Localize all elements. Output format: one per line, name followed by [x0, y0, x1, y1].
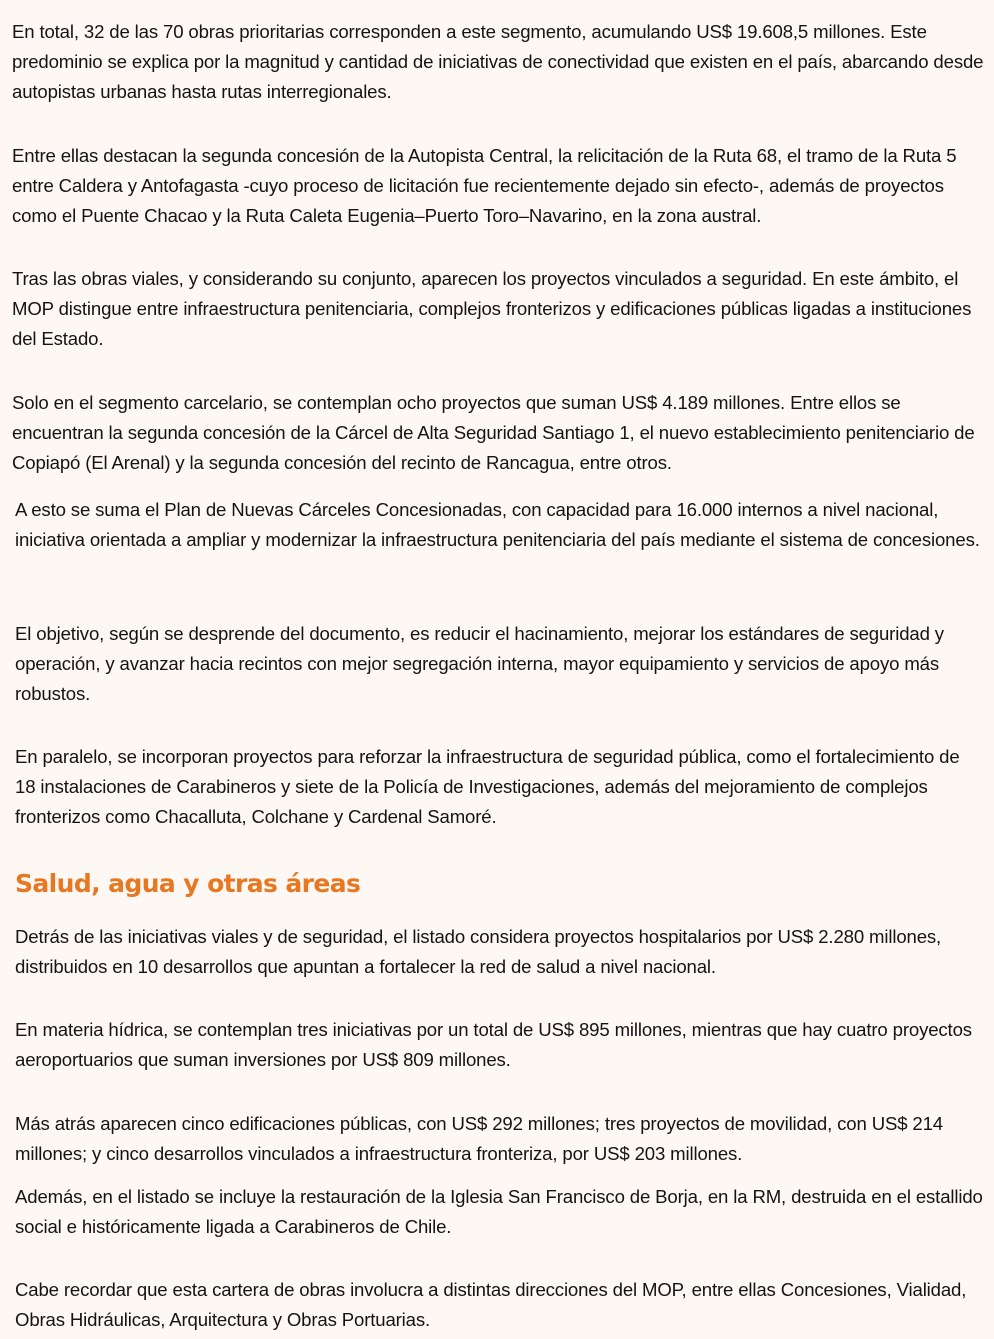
- article-paragraph: Además, en el listado se incluye la restauración de la Iglesia San Francisco de Borja, en la RM, destruida en el estallido social e históricamente ligada a Carabineros de Chile.: [15, 1186, 983, 1237]
- article-paragraph: Entre ellas destacan la segunda concesión de la Autopista Central, la relicitación de la Ruta 68, el tramo de la Ruta 5 entre Caldera y Antofagasta -cuyo proceso de licitación fue recientemente dejado sin efecto-, además de proyectos como el Puente Chacao y la Ruta Caleta Eugenia–Puerto Toro–Navarino, en la zona austral.: [12, 145, 957, 226]
- section-heading: Salud, agua y otras áreas: [15, 869, 361, 898]
- article-paragraph: En total, 32 de las 70 obras prioritarias corresponden a este segmento, acumulando US$ 19.608,5 millones. Este predominio se explica por la magnitud y cantidad de iniciativas de conectividad que existen en el país, abarcando desde autopistas urbanas hasta rutas interregionales.: [12, 21, 984, 102]
- article-paragraph: A esto se suma el Plan de Nuevas Cárceles Concesionadas, con capacidad para 16.000 internos a nivel nacional, iniciativa orientada a ampliar y modernizar la infraestructura penitenciaria del país mediante el sistema de concesiones.: [15, 499, 980, 550]
- article-paragraph: En paralelo, se incorporan proyectos para reforzar la infraestructura de seguridad pública, como el fortalecimiento de 18 instalaciones de Carabineros y siete de la Policía de Investigaciones, además del mejoramiento de complejos fronterizos como Chacalluta, Colchane y Cardenal Samoré.: [15, 746, 960, 827]
- article-paragraph: Detrás de las iniciativas viales y de seguridad, el listado considera proyectos hospitalarios por US$ 2.280 millones, distribuidos en 10 desarrollos que apuntan a fortalecer la red de salud a nivel nacional.: [15, 926, 942, 977]
- article-paragraph: Solo en el segmento carcelario, se contemplan ocho proyectos que suman US$ 4.189 millones. Entre ellos se encuentran la segunda concesión de la Cárcel de Alta Seguridad Santiago 1, el nuevo establecimiento penitenciario de Copiapó (El Arenal) y la segunda concesión del recinto de Rancagua, entre otros.: [12, 392, 975, 473]
- article-paragraph: Más atrás aparecen cinco edificaciones públicas, con US$ 292 millones; tres proyectos de movilidad, con US$ 214 millones; y cinco desarrollos vinculados a infraestructura fronteriza, por US$ 203 millones.: [15, 1113, 944, 1164]
- article-paragraph: En materia hídrica, se contemplan tres iniciativas por un total de US$ 895 millones, mientras que hay cuatro proyectos aeroportuarios que suman inversiones por US$ 809 millones.: [15, 1019, 972, 1070]
- article-paragraph: Tras las obras viales, y considerando su conjunto, aparecen los proyectos vinculados a seguridad. En este ámbito, el MOP distingue entre infraestructura penitenciaria, complejos fronterizos y edificaciones públicas ligadas a instituciones del Estado.: [12, 268, 972, 349]
- article-paragraph: El objetivo, según se desprende del documento, es reducir el hacinamiento, mejorar los estándares de seguridad y operación, y avanzar hacia recintos con mejor segregación interna, mayor equipamiento y servicios de apoyo más robustos.: [15, 623, 944, 704]
- article-paragraph: Cabe recordar que esta cartera de obras involucra a distintas direcciones del MOP, entre ellas Concesiones, Vialidad, Obras Hidráulicas, Arquitectura y Obras Portuarias.: [15, 1279, 967, 1330]
